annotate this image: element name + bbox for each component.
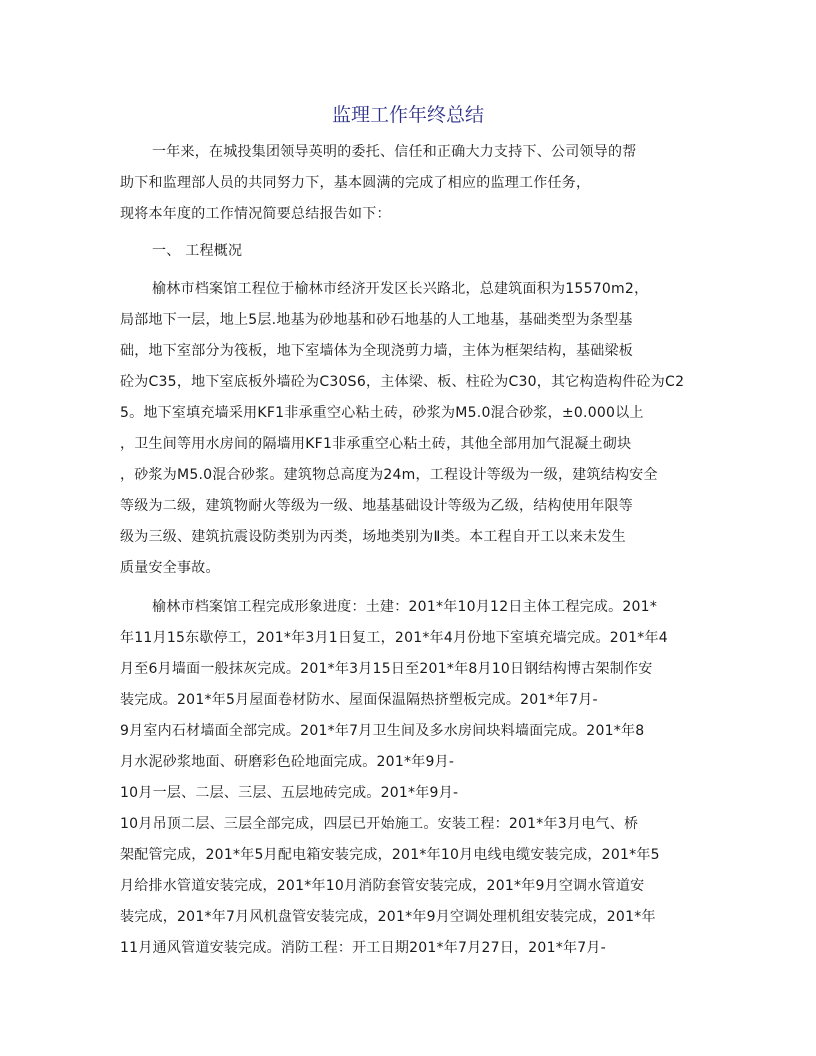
body-line: 11月通风管道安装完成。消防工程：开工日期201*年7月27日，201*年7月- <box>120 940 606 956</box>
body-line: 架配管完成，201*年5月配电箱安装完成，201*年10月电线电缆安装完成，201*年5 <box>120 847 660 863</box>
body-line: 榆林市档案馆工程完成形象进度：土建：201*年10月12日主体工程完成。201* <box>152 599 658 615</box>
body-line: 础，地下室部分为筏板，地下室墙体为全现浇剪力墙，主体为框架结构，基础梁板 <box>120 343 633 359</box>
body-line: ，砂浆为M5.0混合砂浆。建筑物总高度为24m，工程设计等级为一级，建筑结构安全 <box>120 467 658 483</box>
body-line: 9月室内石材墙面全部完成。201*年7月卫生间及多水房间块料墙面完成。201*年8 <box>120 723 645 739</box>
body-line: 砼为C35，地下室底板外墙砼为C30S6，主体梁、板、柱砼为C30，其它构造构件砼为C2 <box>120 374 685 390</box>
body-line: 级为三级、建筑抗震设防类别为丙类，场地类别为Ⅱ类。本工程自开工以来未发生 <box>120 529 626 545</box>
body-line: 装完成。201*年5月屋面卷材防水、屋面保温隔热挤塑板完成。201*年7月- <box>120 692 598 708</box>
body-line: 榆林市档案馆工程位于榆林市经济开发区长兴路北，总建筑面积为15570m2， <box>152 281 649 297</box>
body-line: 月水泥砂浆地面、研磨彩色砼地面完成。201*年9月- <box>120 754 455 770</box>
body-line: 现将本年度的工作情况简要总结报告如下： <box>120 206 391 222</box>
body-line: 10月一层、二层、三层、五层地砖完成。201*年9月- <box>120 785 459 801</box>
body-line: 装完成，201*年7月风机盘管安装完成，201*年9月空调处理机组安装完成，201*年 <box>120 909 656 925</box>
body-line: 10月吊顶二层、三层全部完成，四层已开始施工。安装工程：201*年3月电气、桥 <box>120 816 639 832</box>
body-line: 年11月15东歇停工，201*年3月1日复工，201*年4月份地下室填充墙完成。201*年4 <box>120 630 668 646</box>
body-line: 质量安全事故。 <box>120 560 220 576</box>
body-line: ，卫生间等用水房间的隔墙用KF1非承重空心粘土砖，其他全部用加气混凝土砌块 <box>120 436 632 452</box>
body-line: 月给排水管道安装完成，201*年10月消防套管安装完成，201*年9月空调水管道安 <box>120 878 645 894</box>
body-line: 5。地下室填充墙采用KF1非承重空心粘土砖，砂浆为M5.0混合砂浆，±0.000以上 <box>120 405 644 421</box>
body-line: 局部地下一层，地上5层.地基为砂地基和砂石地基的人工地基，基础类型为条型基 <box>120 312 633 328</box>
body-line: 一年来，在城投集团领导英明的委托、信任和正确大力支持下、公司领导的帮 <box>152 144 637 160</box>
body-line: 助下和监理部人员的共同努力下，基本圆满的完成了相应的监理工作任务， <box>120 175 591 191</box>
body-line: 月至6月墙面一般抹灰完成。201*年3月15日至201*年8月10日钢结构博古架制作安 <box>120 661 653 677</box>
section-heading: 一、 工程概况 <box>152 243 243 259</box>
body-line: 等级为二级，建筑物耐火等级为一级、地基基础设计等级为乙级，结构使用年限等 <box>120 498 633 514</box>
document-title: 监理工作年终总结 <box>331 104 484 126</box>
